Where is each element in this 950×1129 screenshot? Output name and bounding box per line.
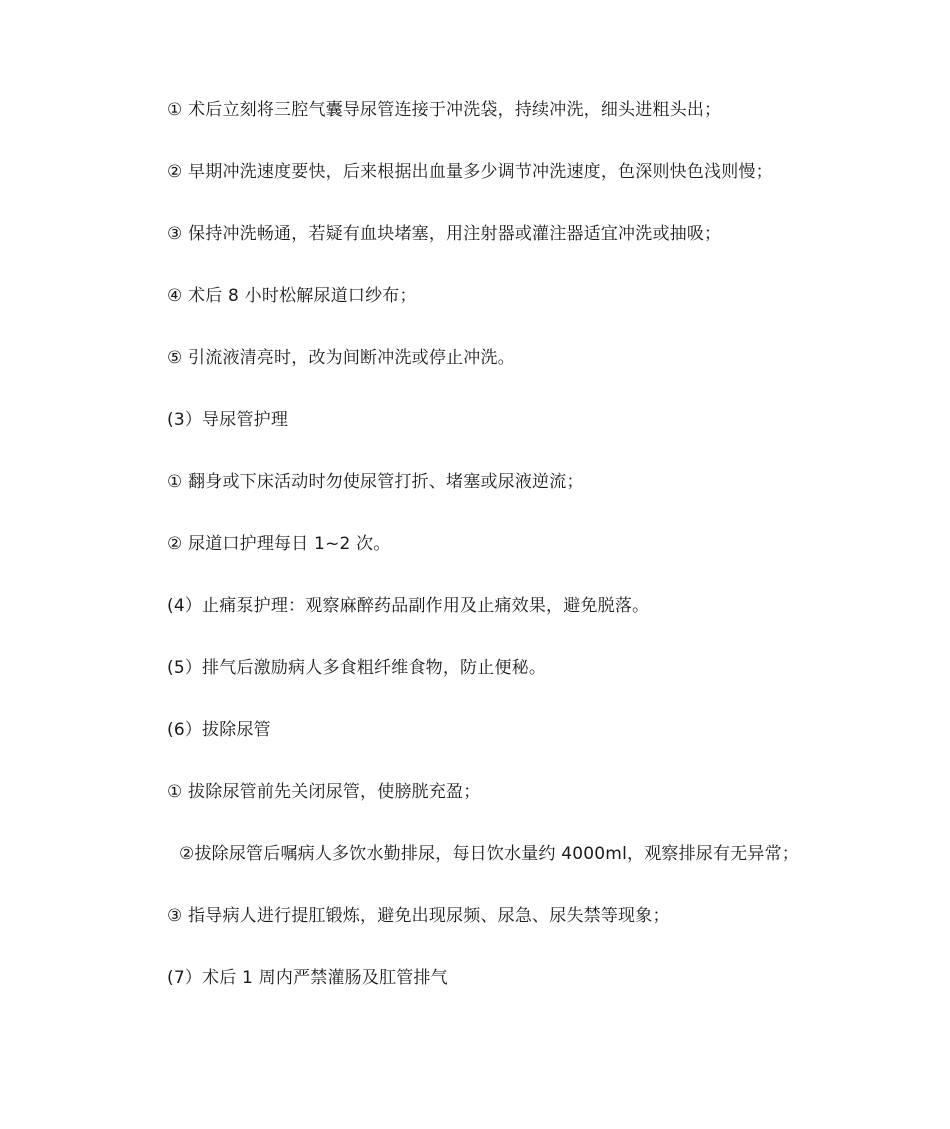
section-4-analgesia-pump: (4）止痛泵护理：观察麻醉药品副作用及止痛效果，避免脱落。	[167, 596, 650, 616]
catheter-removal-item-1: ① 拔除尿管前先关闭尿管，使膀胱充盈；	[167, 782, 481, 802]
catheter-removal-item-3: ③ 指导病人进行提肛锻炼，避免出现尿频、尿急、尿失禁等现象；	[167, 906, 670, 926]
catheter-care-item-1: ① 翻身或下床活动时勿使尿管打折、堵塞或尿液逆流；	[167, 472, 584, 492]
step-2-irrigation-speed: ② 早期冲洗速度要快，后来根据出血量多少调节冲洗速度，色深则快色浅则慢；	[167, 162, 773, 182]
section-5-diet: (5）排气后激励病人多食粗纤维食物，防止便秘。	[167, 658, 547, 678]
section-3-catheter-care-heading: (3）导尿管护理	[167, 410, 289, 430]
step-3-keep-irrigation-patent: ③ 保持冲洗畅通，若疑有血块堵塞，用注射器或灌注器适宜冲洗或抽吸；	[167, 224, 722, 244]
step-4-release-gauze: ④ 术后 8 小时松解尿道口纱布；	[167, 286, 417, 306]
catheter-removal-item-2: ②拔除尿管后嘱病人多饮水勤排尿，每日饮水量约 4000ml，观察排尿有无异常；	[179, 844, 799, 864]
catheter-care-item-2: ② 尿道口护理每日 1~2 次。	[167, 534, 391, 554]
section-7-postop-restriction: (7）术后 1 周内严禁灌肠及肛管排气	[167, 968, 448, 988]
section-6-catheter-removal-heading: (6）拔除尿管	[167, 720, 271, 740]
step-1-irrigation-connect: ① 术后立刻将三腔气囊导尿管连接于冲洗袋，持续冲洗，细头进粗头出；	[167, 100, 722, 120]
step-5-stop-irrigation: ⑤ 引流液清亮时，改为间断冲洗或停止冲洗。	[167, 348, 515, 368]
